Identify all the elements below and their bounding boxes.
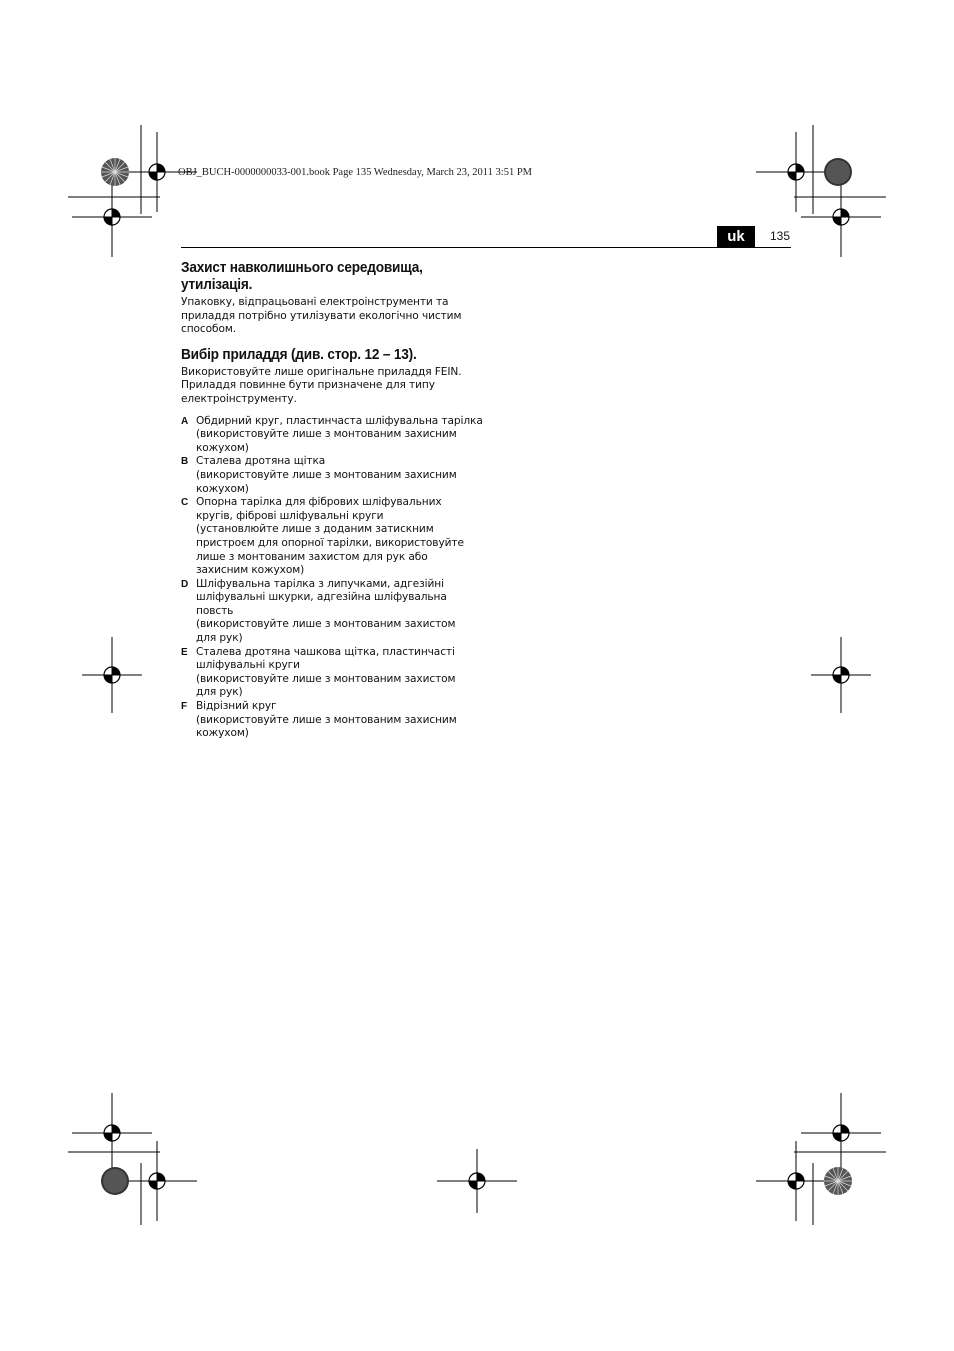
item-line: пристроєм для опорної тарілки, використовуйте	[196, 536, 464, 549]
item-line: Обдирний круг, пластинчаста шліфувальна тарілка	[196, 414, 483, 427]
item-line: кожухом)	[196, 441, 249, 454]
body-line: приладдя потрібно утилізувати екологічно чистим	[181, 309, 462, 322]
body-line: Використовуйте лише оригінальне приладдя FEIN.	[181, 365, 462, 378]
item-line: кругів, фіброві шліфувальні круги	[196, 509, 384, 522]
section-accessories	[181, 347, 481, 741]
crosshair-mark-icon	[437, 1149, 517, 1213]
crosshair-mark-icon	[82, 637, 142, 713]
section-environment	[181, 260, 481, 337]
item-letter: C	[181, 497, 189, 509]
item-line: лише з монтованим захистом для рук або	[196, 550, 428, 563]
item-line: для рук)	[196, 632, 243, 645]
list-item	[181, 700, 481, 741]
item-letter: E	[181, 646, 188, 658]
item-line: кожухом)	[196, 482, 249, 495]
item-line: (використовуйте лише з монтованим захистом	[196, 618, 456, 631]
crosshair-mark-icon	[801, 1093, 881, 1173]
header-divider	[181, 247, 791, 248]
item-letter: F	[181, 701, 188, 713]
item-line: Шліфувальна тарілка з липучками, адгезійні	[196, 577, 444, 590]
item-line: Сталева дротяна чашкова щітка, пластинчасті	[196, 645, 455, 658]
item-line: (використовуйте лише з монтованим захисним	[196, 713, 457, 726]
item-letter: B	[181, 456, 189, 468]
list-item	[181, 646, 481, 700]
accessory-list	[181, 415, 481, 741]
page-number: 135	[770, 229, 791, 243]
item-line: Опорна тарілка для фібрових шліфувальних	[196, 496, 442, 509]
heading-line: Захист навколишнього середовища,	[181, 260, 423, 276]
item-line: захисним кожухом)	[196, 564, 305, 577]
item-line: (установлюйте лише з доданим затискним	[196, 523, 434, 536]
body-line: електроінструменту.	[181, 392, 297, 405]
crosshair-mark-icon	[72, 1093, 152, 1173]
item-line: шліфувальні круги	[196, 659, 300, 672]
item-line: повсть	[196, 604, 234, 617]
item-line: (використовуйте лише з монтованим захистом	[196, 672, 456, 685]
print-slug-info: OBJ_BUCH-0000000033-001.book Page 135 Wednesday, March 23, 2011 3:51 PM	[178, 167, 532, 178]
section-heading: Вибір приладдя (див. стор. 12 – 13).	[181, 346, 417, 363]
language-badge: uk	[717, 226, 755, 247]
crosshair-mark-icon	[72, 177, 152, 257]
starburst-mark-icon	[101, 158, 129, 186]
starburst-mark-icon	[824, 1167, 852, 1195]
list-item	[181, 578, 481, 646]
section-body	[181, 366, 481, 407]
section-body	[181, 296, 481, 337]
crosshair-mark-icon	[811, 637, 871, 713]
item-line: (використовуйте лише з монтованим захисним	[196, 468, 457, 481]
body-line: Упаковку, відпрацьовані електроінструменти та	[181, 296, 449, 308]
body-line: Приладдя повинне бути призначене для типу	[181, 379, 435, 392]
heading-line: утилізація.	[181, 277, 253, 293]
item-line: Відрізний круг	[196, 700, 277, 713]
section-heading	[181, 260, 463, 294]
item-line: кожухом)	[196, 727, 249, 740]
starburst-mark-icon	[101, 1167, 129, 1195]
item-line: (використовуйте лише з монтованим захисним	[196, 428, 457, 441]
item-line: Сталева дротяна щітка	[196, 455, 326, 468]
item-line: для рук)	[196, 686, 243, 699]
item-letter: A	[181, 415, 189, 427]
list-item	[181, 415, 481, 456]
item-line: шліфувальні шкурки, адгезійна шліфувальна	[196, 591, 447, 604]
list-item	[181, 455, 481, 496]
list-item	[181, 496, 481, 578]
body-line: способом.	[181, 323, 237, 336]
main-content	[181, 260, 481, 741]
starburst-mark-icon	[824, 158, 852, 186]
item-letter: D	[181, 578, 189, 590]
